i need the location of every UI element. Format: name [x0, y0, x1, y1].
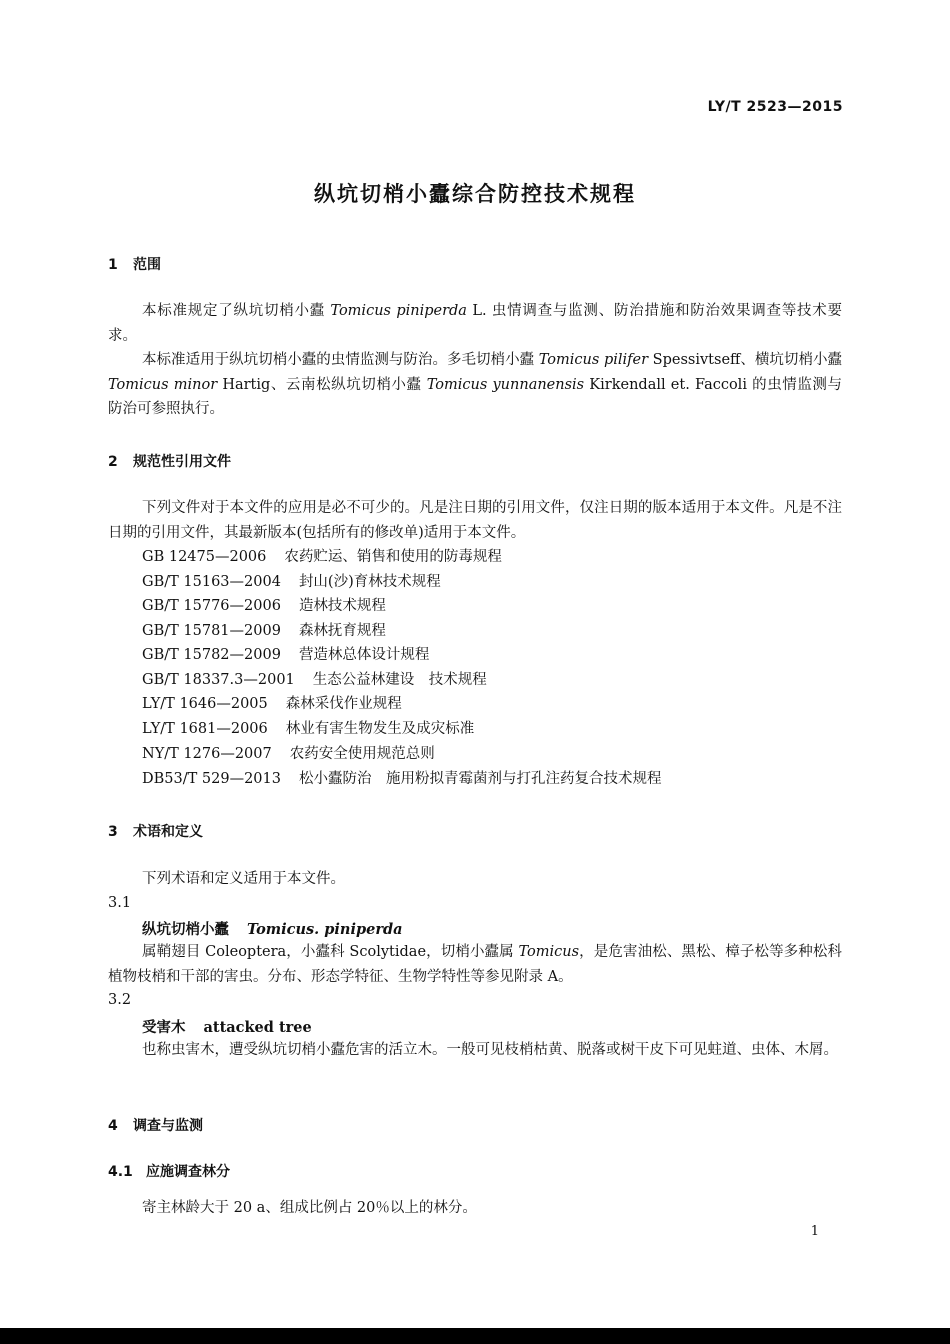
text-run: ，是危害油松、黑松、樟子松等多种松科植物枝梢和干部的害虫。分布、形态学特征、生物学特性等参见附录 A。 — [108, 944, 843, 985]
section-number: 4.1 — [108, 1164, 133, 1180]
reference-item — [142, 594, 386, 619]
reference-title: 松小蠹防治 施用粉拟青霉菌剂与打孔注药复合技术规程 — [298, 771, 662, 787]
reference-item — [142, 570, 441, 595]
survey-paragraph: 寄主林龄大于 20 a、组成比例占 20％以上的林分。 — [142, 1200, 477, 1216]
section-1-heading — [108, 254, 161, 274]
text-run: 本标准规定了纵坑切梢小蠹 — [142, 303, 331, 319]
reference-title: 农药安全使用规范总则 — [289, 746, 435, 762]
genus-name: Tomicus — [518, 944, 580, 960]
reference-code: NY/T 1276—2007 — [142, 746, 272, 762]
text-run: 属鞘翅目 Coleoptera，小蠹科 Scolytidae，切梢小蠹属 — [142, 944, 519, 960]
section-3-heading — [108, 821, 203, 841]
term-entry — [142, 918, 403, 939]
section-2-heading — [108, 451, 231, 471]
reference-code: LY/T 1681—2006 — [142, 721, 268, 737]
normative-intro: 下列文件对于本文件的应用是必不可少的。凡是注日期的引用文件，仅注日期的版本适用于本文件。凡是不注日期的引用文件，其最新版本(包括所有的修改单)适用于本文件。 — [108, 500, 842, 541]
reference-title: 造林技术规程 — [298, 598, 386, 614]
section-number: 4 — [108, 1118, 118, 1134]
standard-number: LY/T 2523—2015 — [707, 99, 843, 115]
section-title: 应施调查林分 — [146, 1164, 230, 1180]
text-run: Hartig、云南松纵坑切梢小蠹 — [217, 376, 427, 393]
text-run: Kirkendall et. Faccoli 的虫情监测与防治可参照执行。 — [108, 376, 842, 417]
species-name: Tomicus piniperda — [330, 303, 467, 319]
section-4-1-heading — [108, 1161, 230, 1181]
section-title: 范围 — [133, 257, 161, 273]
reference-title: 林业有害生物发生及成灾标准 — [285, 721, 475, 737]
section-title: 术语和定义 — [133, 824, 203, 840]
term-definition — [108, 940, 842, 989]
text-run: 本标准适用于纵坑切梢小蠹的虫情监测与防治。多毛切梢小蠹 — [142, 352, 539, 368]
reference-title: 森林抚育规程 — [298, 623, 386, 639]
terms-intro: 下列术语和定义适用于本文件。 — [142, 871, 345, 887]
reference-item — [142, 742, 435, 767]
reference-item — [142, 643, 429, 668]
text-run: L. 虫情调查与监测、防治措施和防治效果调查等技术要求。 — [108, 303, 842, 344]
reference-item — [142, 692, 402, 717]
text-run: Spessivtseff、横坑切梢小蠹 — [648, 352, 842, 368]
reference-item — [142, 545, 502, 570]
species-name: Tomicus pilifer — [538, 352, 649, 368]
reference-code: GB/T 15781—2009 — [142, 623, 281, 639]
document-title: 纵坑切梢小蠹综合防控技术规程 — [314, 182, 636, 206]
term-english: attacked tree — [203, 1019, 312, 1036]
reference-item — [142, 717, 474, 742]
term-chinese: 受害木 — [142, 1019, 186, 1036]
reference-code: GB/T 15163—2004 — [142, 574, 281, 590]
page-number: 1 — [810, 1224, 819, 1239]
reference-title: 农药贮运、销售和使用的防毒规程 — [284, 549, 502, 565]
bottom-border — [0, 1328, 950, 1344]
reference-code: LY/T 1646—2005 — [142, 696, 268, 712]
term-definition: 也称虫害木，遭受纵坑切梢小蠹危害的活立木。一般可见枝梢枯黄、脱落或树干皮下可见蛀道、虫体、木屑。 — [142, 1042, 838, 1058]
reference-code: GB/T 18337.3—2001 — [142, 672, 295, 688]
scope-paragraph-2 — [108, 348, 842, 422]
term-number: 3.2 — [108, 992, 132, 1008]
section-number: 3 — [108, 824, 118, 840]
scope-paragraph-1 — [108, 299, 842, 348]
section-number: 1 — [108, 257, 118, 273]
reference-title: 生态公益林建设 技术规程 — [312, 672, 487, 688]
term-chinese: 纵坑切梢小蠹 — [142, 921, 229, 938]
section-4-heading — [108, 1115, 203, 1135]
reference-code: GB/T 15776—2006 — [142, 598, 281, 614]
reference-item — [142, 619, 386, 644]
reference-code: GB/T 15782—2009 — [142, 647, 281, 663]
reference-code: DB53/T 529—2013 — [142, 771, 281, 787]
species-name: Tomicus minor — [108, 376, 218, 393]
reference-title: 营造林总体设计规程 — [298, 647, 430, 663]
reference-item — [142, 767, 661, 792]
section-title: 规范性引用文件 — [133, 454, 231, 470]
section-title: 调查与监测 — [133, 1118, 203, 1134]
reference-title: 森林采伐作业规程 — [285, 696, 402, 712]
species-name: Tomicus yunnanensis — [426, 376, 585, 393]
reference-code: GB 12475—2006 — [142, 549, 267, 565]
reference-item — [142, 668, 487, 693]
section-number: 2 — [108, 454, 118, 470]
term-number: 3.1 — [108, 895, 132, 911]
reference-title: 封山(沙)育林技术规程 — [298, 574, 441, 590]
term-entry — [142, 1016, 312, 1037]
term-english: Tomicus. piniperda — [247, 921, 403, 938]
